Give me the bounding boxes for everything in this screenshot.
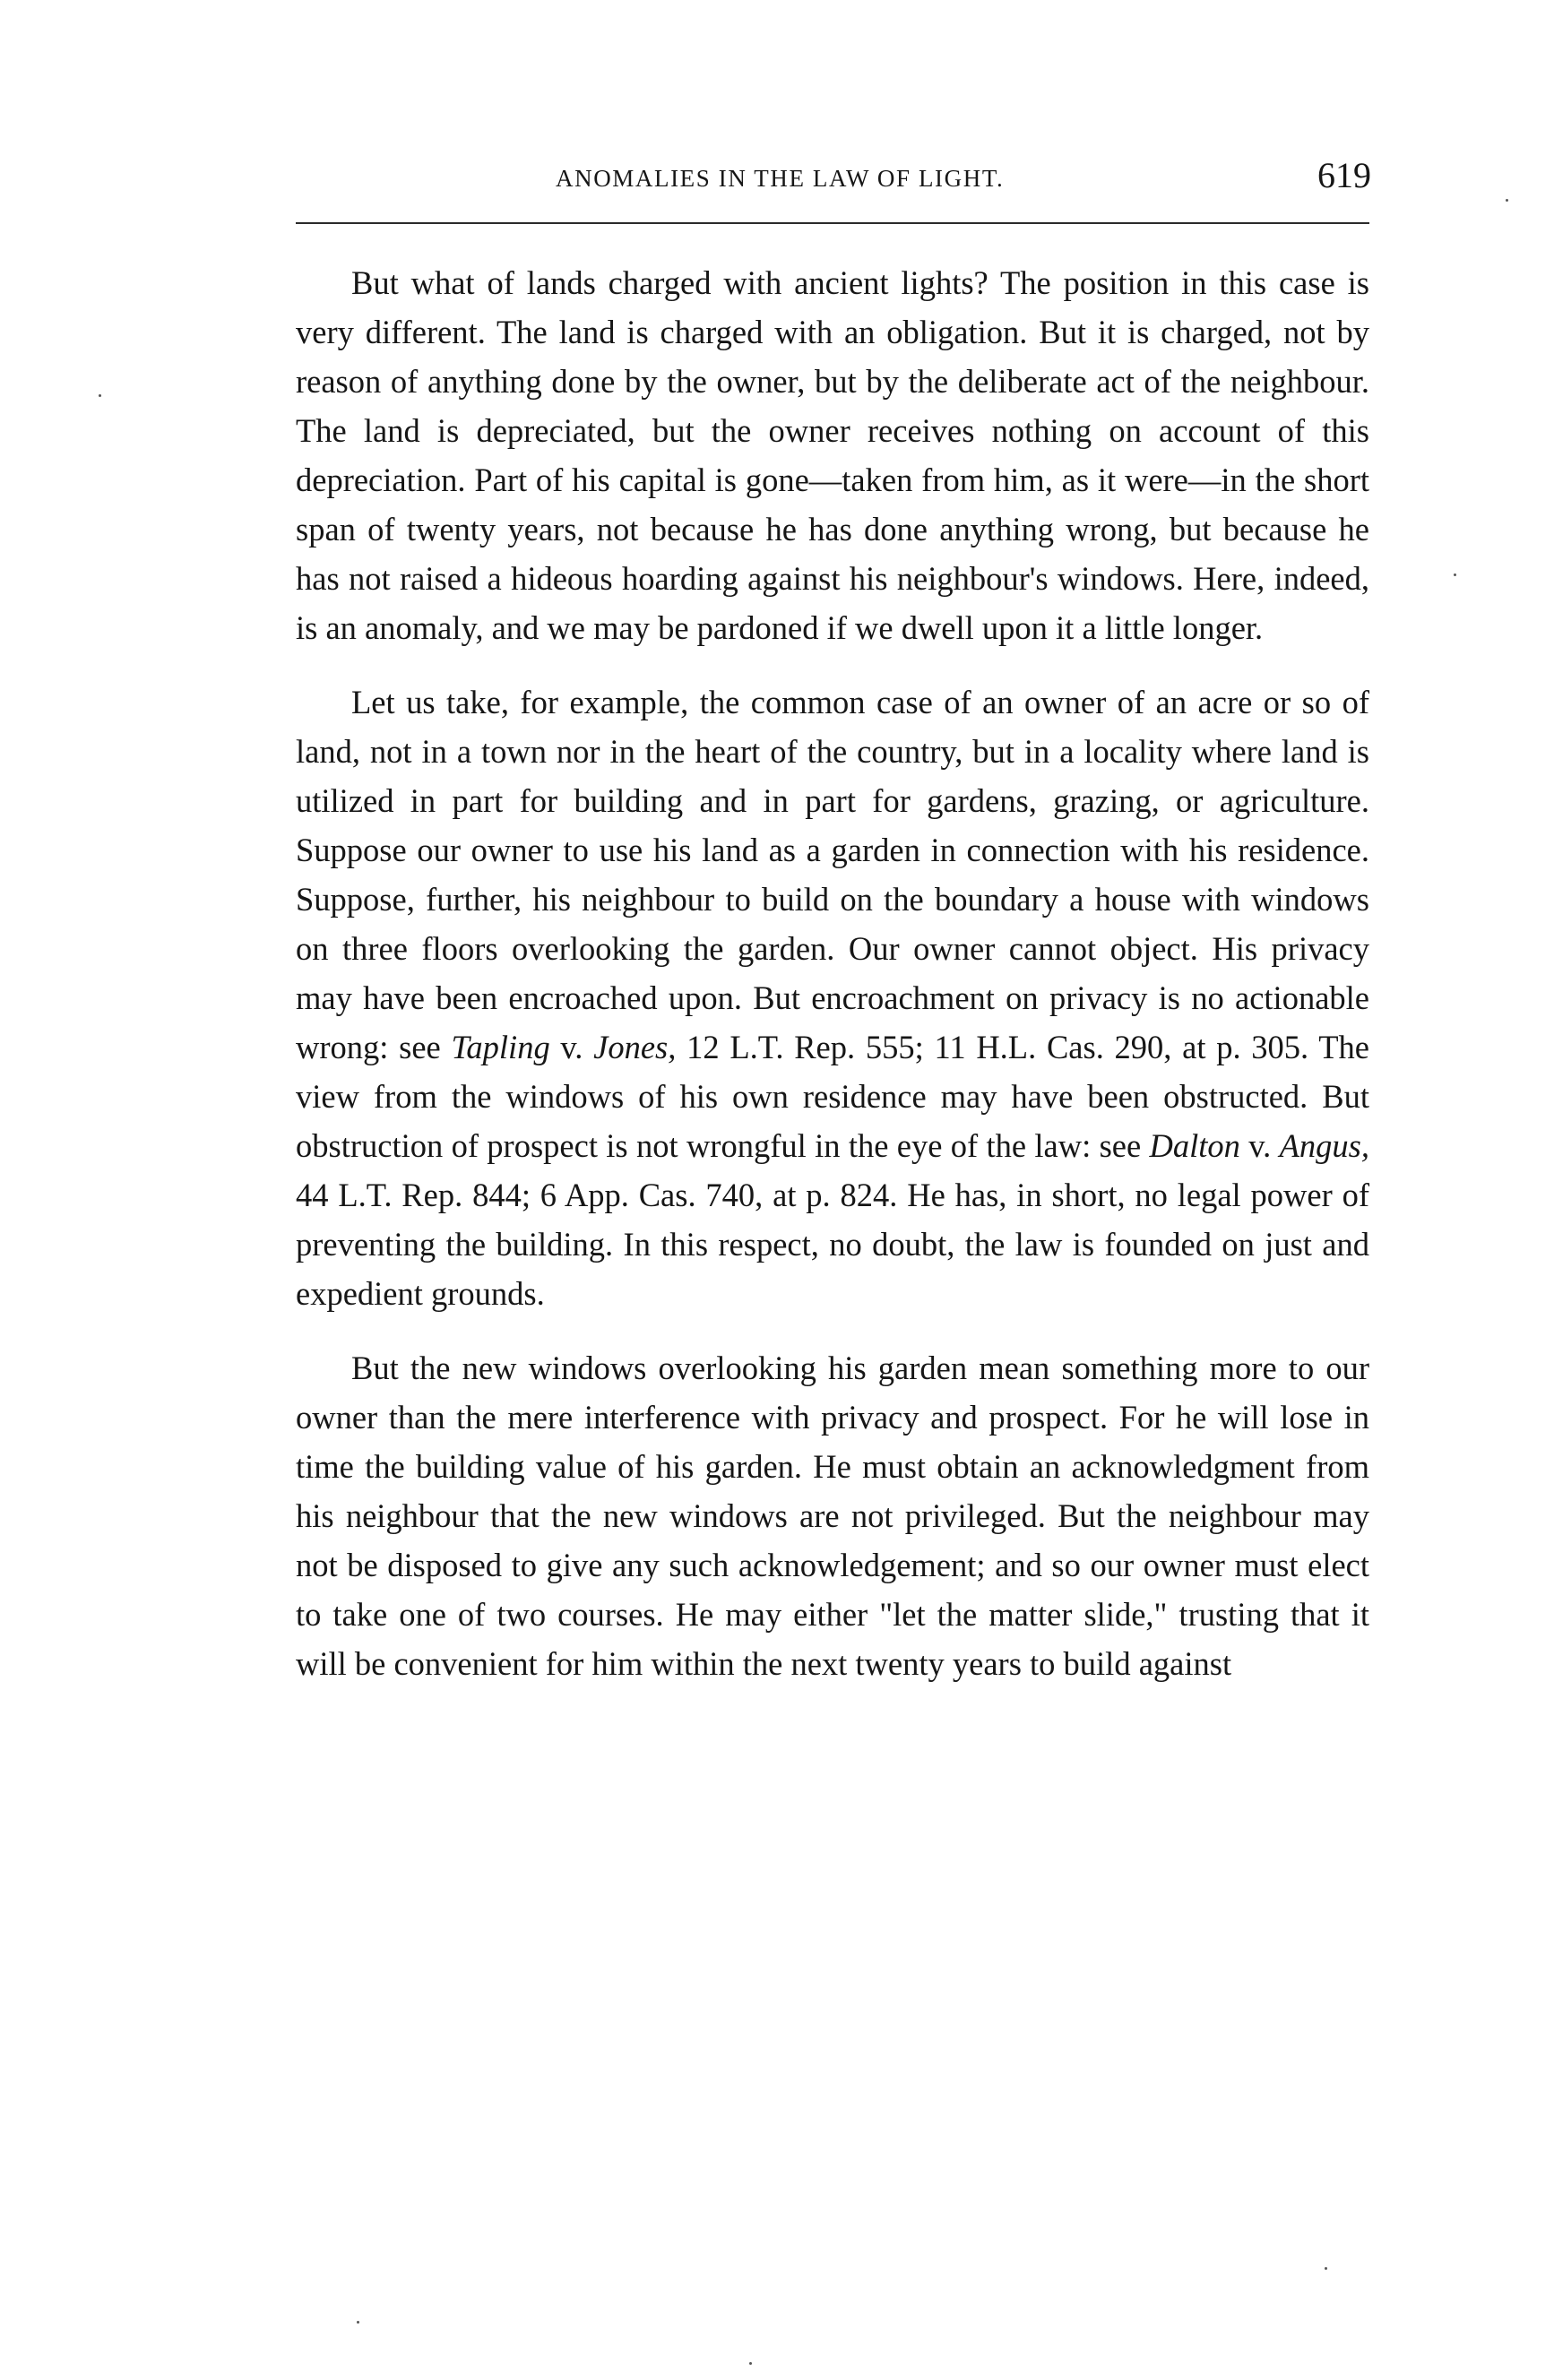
- body-text: [296, 258, 1369, 1688]
- scan-speck: [99, 394, 101, 397]
- text-run: 12 L.T. Rep. 555; 11 H.L. Cas. 290, at p. 305. The view from the windows of his own residence may have been obstructed. But obstruction of prospect is not wrongful in the eye of the law: see: [296, 1029, 1369, 1164]
- text-run: v.: [549, 1029, 594, 1065]
- running-title: ANOMALIES IN THE LAW OF LIGHT.: [556, 165, 1005, 192]
- scan-speck: [749, 2362, 752, 2365]
- header-rule: [296, 222, 1369, 224]
- case-name: Angus,: [1279, 1127, 1369, 1164]
- case-name: Dalton: [1149, 1127, 1240, 1164]
- text-run: But the new windows overlooking his garden mean something more to our owner than the mere interference with privacy and prospect. For he will lose in time the building value of his garden. He must obtain an acknowledgment from his neighbour that the new windows are not privileged. But the neighbour may not be disposed to give any such acknowledgement; and so our owner must elect to take one of two courses. He may either "let the matter slide," trusting that it will be convenient for him within the next twenty years to build against: [296, 1350, 1369, 1682]
- scan-speck: [1325, 2267, 1327, 2270]
- text-run: 44 L.T. Rep. 844; 6 App. Cas. 740, at p. 824. He has, in short, no legal power of preventing the building. In this respect, no doubt, the law is founded on just and expedient grounds.: [296, 1177, 1369, 1312]
- text-run: Let us take, for example, the common case of an owner of an acre or so of land, not in a town nor in the heart of the country, but in a locality where land is utilized in part for building and in part for gardens, grazing, or agriculture. Suppose our owner to use his land as a garden in connection with his residence. Suppose, further, his neighbour to build on the boundary a house with windows on three floors overlooking the garden. Our owner cannot object. His privacy may have been encroached upon. But encroachment on privacy is no actionable wrong: see: [296, 684, 1369, 1065]
- text-run: But what of lands charged with ancient lights? The position in this case is very different. The land is charged with an obligation. But it is charged, not by reason of anything done by the owner, but by the deliberate act of the neighbour. The land is depreciated, but the owner receives nothing on account of this depreciation. Part of his capital is gone—taken from him, as it were—in the short span of twenty years, not because he has done anything wrong, but because he has not raised a hideous hoarding against his neighbour's windows. Here, indeed, is an anomaly, and we may be pardoned if we dwell upon it a little longer.: [296, 264, 1369, 646]
- scan-speck: [1454, 573, 1456, 576]
- paragraph: [296, 1343, 1369, 1688]
- scan-speck: [1506, 199, 1508, 202]
- page-number: 619: [1317, 155, 1371, 195]
- text-run: v.: [1239, 1127, 1280, 1164]
- case-name: Tapling: [451, 1029, 550, 1065]
- case-name: Jones,: [593, 1029, 677, 1065]
- scan-speck: [357, 2321, 359, 2324]
- paragraph: [296, 677, 1369, 1318]
- running-head: [296, 154, 1371, 208]
- paragraph: [296, 258, 1369, 652]
